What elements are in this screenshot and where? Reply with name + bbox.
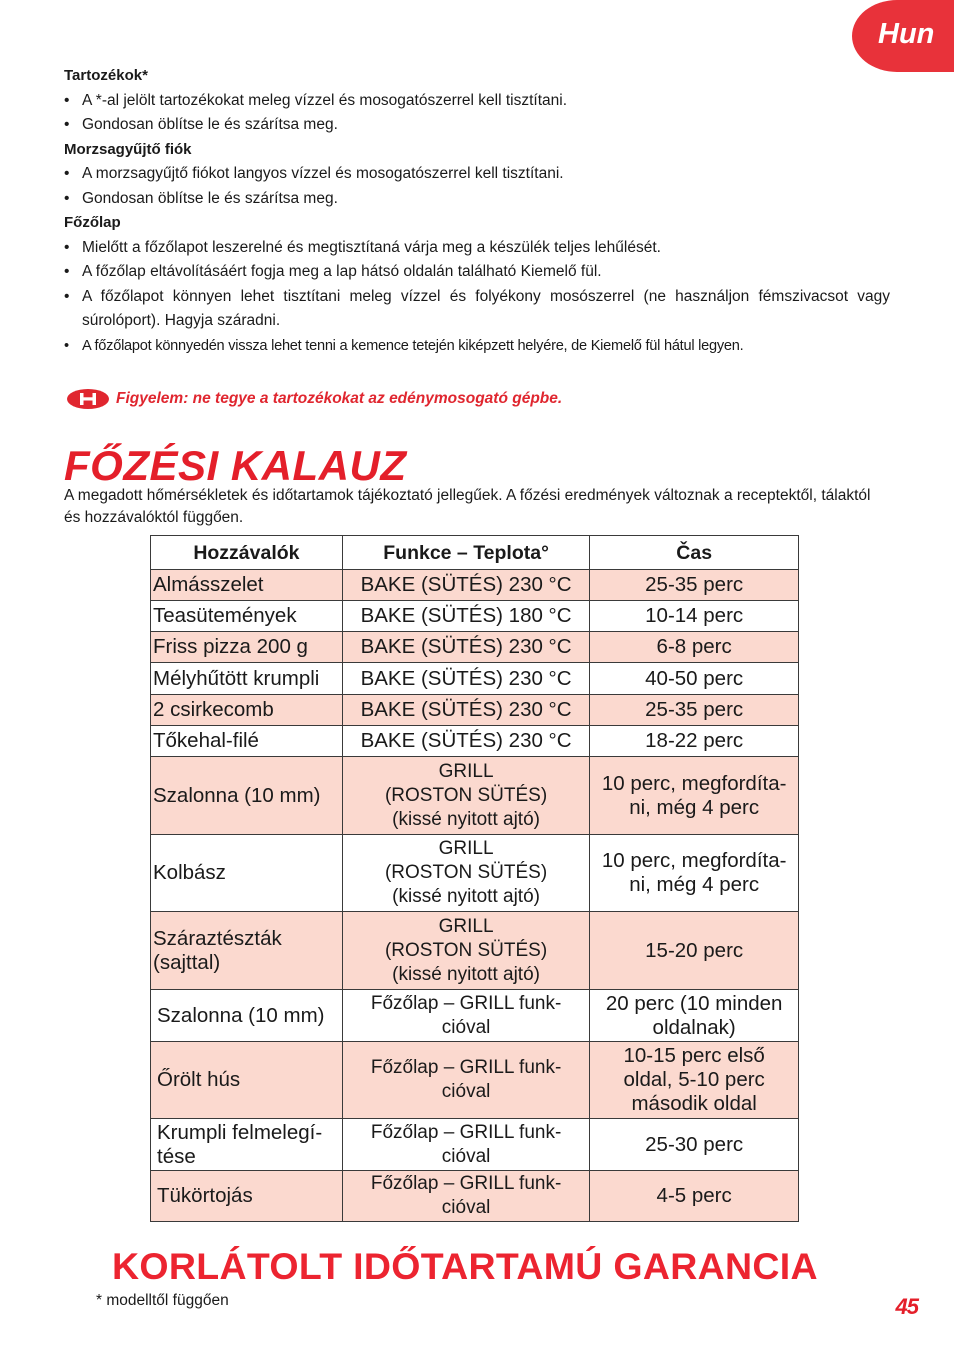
cell-time: 6-8 perc — [590, 632, 799, 663]
cell-function: BAKE (SÜTÉS) 230 °C — [342, 695, 589, 726]
list-item: • A főzőlapot könnyedén vissza lehet tenni a kemence tetején kiképzett helyére, de Kiemelő fül hátul legyen. — [64, 334, 890, 359]
section-title-hotplate: Főzőlap — [64, 214, 121, 231]
cell-ingredient: Szalonna (10 mm) — [151, 990, 343, 1042]
cell-time: 18-22 perc — [590, 726, 799, 757]
table-row — [151, 1042, 799, 1119]
cell-time: 20 perc (10 minden oldalnak) — [590, 990, 799, 1042]
list-item: • Mielőtt a főzőlapot leszerelné és megtisztítaná várja meg a készülék teljes lehűlését. — [64, 236, 890, 261]
cell-time: 25-30 perc — [590, 1119, 799, 1171]
cell-time: 25-35 perc — [590, 695, 799, 726]
cell-function: Főzőlap – GRILL funk- cióval — [342, 1171, 589, 1222]
cell-ingredient: Mélyhűtött krumpli — [151, 663, 343, 695]
table-row — [151, 726, 799, 757]
language-tab-label: Hun — [878, 18, 935, 50]
cell-ingredient: Kolbász — [151, 835, 343, 912]
warning-text: Figyelem: ne tegye a tartozékokat az edénymosogató gépbe. — [116, 390, 563, 407]
cell-ingredient: 2 csirkecomb — [151, 695, 343, 726]
cell-function: GRILL (ROSTON SÜTÉS) (kissé nyitott ajtó) — [342, 835, 589, 912]
cell-function: Főzőlap – GRILL funk- cióval — [342, 1042, 589, 1119]
warranty-title: KORLÁTOLT IDŐTARTAMÚ GARANCIA — [112, 1245, 818, 1287]
header-function: Funkce – Teplota° — [342, 536, 589, 570]
page-number: 45 — [895, 1294, 918, 1319]
table-row — [151, 695, 799, 726]
cell-function: Főzőlap – GRILL funk- cióval — [342, 1119, 589, 1171]
cell-ingredient: Krumpli felmelegí- tése — [151, 1119, 343, 1171]
cell-ingredient: Almásszelet — [151, 570, 343, 601]
cell-function: BAKE (SÜTÉS) 230 °C — [342, 570, 589, 601]
cell-ingredient: Tőkehal-filé — [151, 726, 343, 757]
table-header-row — [151, 536, 799, 570]
section-title-accessories: Tartozékok* — [64, 67, 148, 84]
cooking-guide-table — [150, 535, 799, 1222]
cell-time: 10-15 perc első oldal, 5-10 perc második oldal — [590, 1042, 799, 1119]
table-row — [151, 912, 799, 990]
table-row — [151, 663, 799, 695]
cell-time: 15-20 perc — [590, 912, 799, 990]
table-row — [151, 1171, 799, 1222]
cell-function: BAKE (SÜTÉS) 180 °C — [342, 601, 589, 632]
header-time: Čas — [590, 536, 799, 570]
footnote: * modelltől függően — [96, 1292, 229, 1309]
table-row — [151, 1119, 799, 1171]
cell-function: BAKE (SÜTÉS) 230 °C — [342, 726, 589, 757]
cell-ingredient: Szalonna (10 mm) — [151, 757, 343, 835]
cell-ingredient: Tükörtojás — [151, 1171, 343, 1222]
cell-ingredient: Őrölt hús — [151, 1042, 343, 1119]
warning-hand-icon — [66, 388, 110, 410]
table-row — [151, 835, 799, 912]
section-title-crumb-tray: Morzsagyűjtő fiók — [64, 140, 192, 158]
cell-function: BAKE (SÜTÉS) 230 °C — [342, 632, 589, 663]
care-instructions — [64, 64, 890, 358]
warning-note — [66, 388, 562, 410]
header-ingredient: Hozzávalók — [151, 536, 343, 570]
table-row — [151, 757, 799, 835]
list-item: • A főzőlapot könnyen lehet tisztítani meleg vízzel és folyékony mosószerrel (ne használjon fémszivacsot vagy súrolóport). Hagyja száradni. — [64, 285, 890, 334]
cell-function: GRILL (ROSTON SÜTÉS) (kissé nyitott ajtó) — [342, 912, 589, 990]
table-row — [151, 570, 799, 601]
cooking-guide-title: FŐZÉSI KALAUZ — [64, 442, 407, 489]
list-item: • A *-al jelölt tartozékokat meleg vízzel és mosogatószerrel kell tisztítani. — [64, 89, 890, 114]
cell-time: 40-50 perc — [590, 663, 799, 695]
crumb-tray-list — [64, 162, 890, 211]
cell-ingredient: Friss pizza 200 g — [151, 632, 343, 663]
list-item: • A főzőlap eltávolításáért fogja meg a lap hátsó oldalán található Kiemelő fül. — [64, 260, 890, 285]
cell-time: 4-5 perc — [590, 1171, 799, 1222]
list-item: • Gondosan öblítse le és szárítsa meg. — [64, 113, 890, 138]
table-row — [151, 990, 799, 1042]
list-item: • Gondosan öblítse le és szárítsa meg. — [64, 187, 890, 212]
list-item: • A morzsagyűjtő fiókot langyos vízzel és mosogatószerrel kell tisztítani. — [64, 162, 890, 187]
cooking-guide-intro: A megadott hőmérsékletek és időtartamok tájékoztató jellegűek. A főzési eredmények változnak a receptektől, tálaktól és hozzávalóktól függően. — [64, 487, 871, 526]
language-tab — [852, 0, 954, 72]
cell-time: 25-35 perc — [590, 570, 799, 601]
cell-function: BAKE (SÜTÉS) 230 °C — [342, 663, 589, 695]
hotplate-list — [64, 236, 890, 359]
cell-time: 10 perc, megfordíta- ni, még 4 perc — [590, 835, 799, 912]
table-row — [151, 632, 799, 663]
cell-function: Főzőlap – GRILL funk- cióval — [342, 990, 589, 1042]
cell-ingredient: Száraztészták (sajttal) — [151, 912, 343, 990]
accessories-list — [64, 89, 890, 138]
cell-time: 10 perc, megfordíta- ni, még 4 perc — [590, 757, 799, 835]
cell-time: 10-14 perc — [590, 601, 799, 632]
table-row — [151, 601, 799, 632]
cell-ingredient: Teasütemények — [151, 601, 343, 632]
cell-function: GRILL (ROSTON SÜTÉS) (kissé nyitott ajtó) — [342, 757, 589, 835]
